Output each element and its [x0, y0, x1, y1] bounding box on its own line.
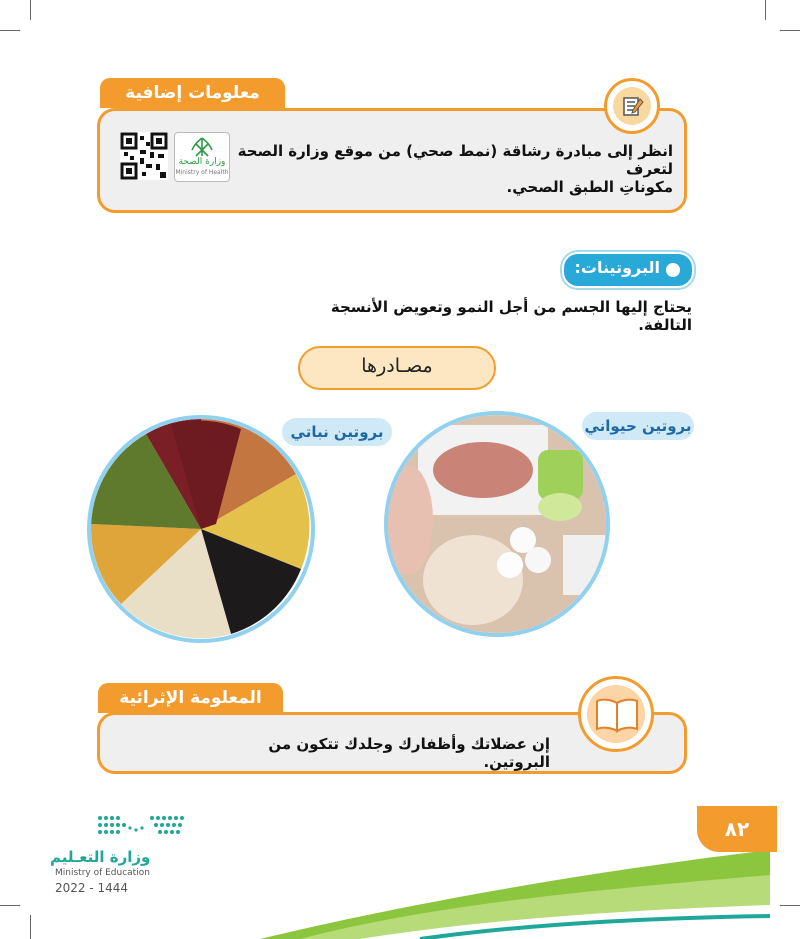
- info-text-line1: انظر إلى مبادرة رشاقة (نمط صحي) من موقع وزارة الصحة لتعرف: [237, 142, 673, 178]
- edition-year: 2022 - 1444: [55, 881, 129, 895]
- proteins-description: يحتاج إليها الجسم من أجل النمو وتعويض الأنسجة التالفة.: [330, 298, 692, 334]
- info-text-line2: مكوناتِ الطبق الصحي.: [506, 178, 673, 196]
- plant-protein-label: بروتين نباتي: [282, 418, 392, 446]
- crop-mark: [780, 30, 800, 31]
- book-badge: [578, 676, 654, 752]
- moe-logo-icon: [96, 812, 186, 840]
- proteins-heading: البروتينات:: [574, 258, 660, 277]
- book-icon: [595, 697, 639, 733]
- enrichment-tab: المعلومة الإثرائية: [98, 683, 283, 713]
- legumes-image: [91, 419, 311, 639]
- notepad-badge: [604, 78, 660, 134]
- sources-title: مصـادرها: [361, 355, 433, 377]
- additional-info-tab: معلومات إضافية: [100, 78, 285, 108]
- notepad-icon: [622, 95, 644, 117]
- crop-mark: [30, 915, 31, 939]
- moh-logo-icon: [189, 136, 215, 158]
- qr-code-icon[interactable]: [120, 132, 168, 180]
- moe-name-ar: وزارة التعـليم: [50, 848, 151, 866]
- enrichment-text: إن عضلاتك وأظفارك وجلدك تتكون من البروتين.: [268, 735, 550, 771]
- crop-mark: [30, 0, 31, 20]
- sources-title-box: [298, 346, 496, 390]
- animal-protein-plate: [384, 411, 610, 637]
- bullet-dot: [666, 263, 680, 277]
- crop-mark: [765, 0, 766, 20]
- page-number: ٨٢: [697, 806, 777, 852]
- animal-protein-label: بروتين حيواني: [582, 412, 694, 440]
- moh-logo: وزارة الصحة Ministry of Health: [174, 132, 230, 182]
- meat-eggs-image: [388, 415, 606, 633]
- plant-protein-plate: [87, 415, 315, 643]
- crop-mark: [0, 905, 20, 906]
- moe-name-en: Ministry of Education: [55, 868, 150, 878]
- proteins-heading-pill: [562, 252, 694, 288]
- crop-mark: [0, 30, 20, 31]
